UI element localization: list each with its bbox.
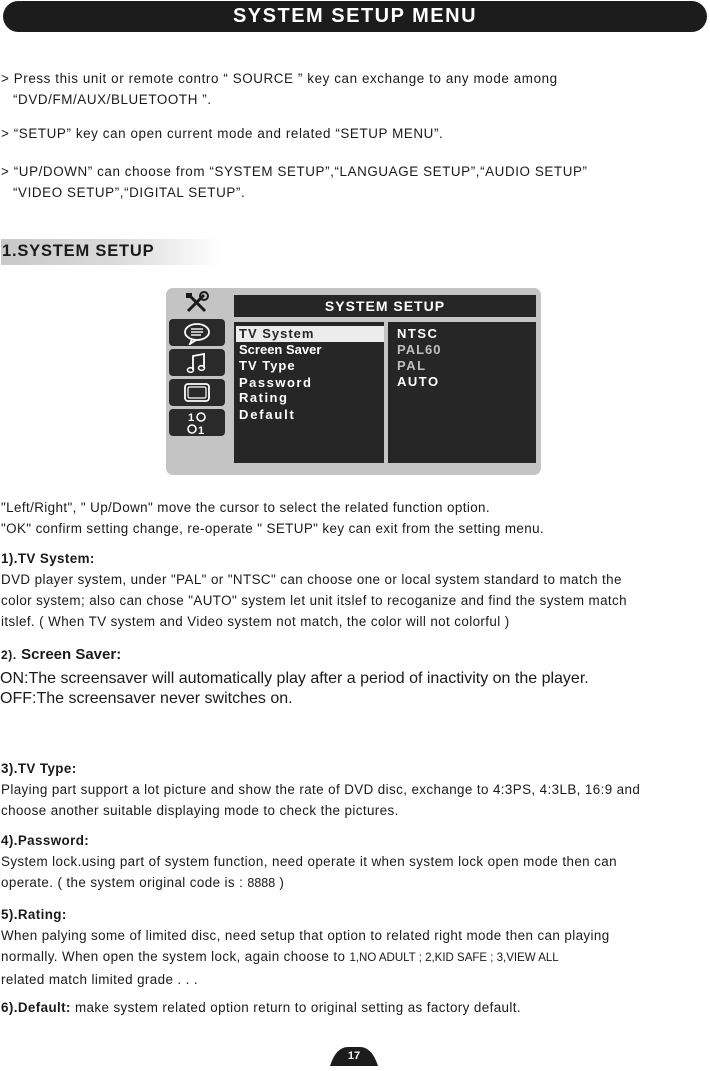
default-heading: 6).Default:: [1, 1000, 71, 1015]
digital-10-icon: [169, 409, 225, 436]
svg-text:1: 1: [188, 411, 195, 424]
osd-value-ntsc[interactable]: NTSC: [397, 326, 439, 341]
tv-type-heading: 3).TV Type:: [1, 761, 77, 776]
osd-menu-item-default[interactable]: Default: [239, 407, 296, 422]
password-section: [1, 830, 617, 894]
screen-saver-heading-row: [1, 644, 121, 666]
navigation-instructions: [1, 497, 544, 539]
rating-options: 1,NO ADULT ; 2,KID SAFE ; 3,VIEW ALL: [349, 952, 559, 964]
osd-screen: [166, 288, 541, 475]
osd-menu-item-tv-type[interactable]: TV Type: [239, 358, 296, 373]
osd-menu-item-screen-saver[interactable]: Screen Saver: [239, 342, 322, 357]
osd-value-pal60[interactable]: PAL60: [397, 342, 442, 357]
screen-saver-off-text: OFF:The screensaver never switches on.: [0, 690, 293, 707]
password-text: ): [275, 875, 285, 890]
screen-saver-number: 2).: [1, 648, 17, 662]
tv-screen-icon: [169, 379, 225, 406]
body-line: itslef. ( When TV system and Video system not match, the color will not colorful ): [1, 614, 510, 629]
body-line: When palying some of limited disc, need setup that option to related right mode then can playing: [1, 928, 610, 943]
nav-line: "Left/Right", " Up/Down" move the cursor to select the related function option.: [1, 500, 491, 515]
intro-line: “VIDEO SETUP”,“DIGITAL SETUP”.: [13, 185, 246, 200]
screen-saver-heading: Screen Saver:: [21, 646, 122, 663]
osd-menu-item-rating[interactable]: Rating: [239, 390, 289, 405]
intro-line: > Press this unit or remote contro “ SOURCE ” key can exchange to any mode among: [1, 71, 558, 86]
body-line: Playing part support a lot picture and show the rate of DVD disc, exchange to 4:3PS, 4:3LB, 16:9 and: [1, 782, 641, 797]
body-line: [1, 872, 617, 894]
osd-value-panel: [388, 322, 536, 463]
tv-system-section: [1, 548, 627, 632]
section-title: 1.SYSTEM SETUP: [2, 242, 155, 260]
page-number-tab: [330, 1046, 378, 1066]
rating-heading: 5).Rating:: [1, 907, 67, 922]
intro-paragraph-1: [1, 68, 558, 110]
section-heading-bar: [1, 239, 221, 265]
tv-system-heading: 1).TV System:: [1, 551, 95, 566]
intro-line: “DVD/FM/AUX/BLUETOOTH ”.: [13, 92, 212, 107]
svg-text:1: 1: [198, 424, 205, 436]
tools-icon: [169, 289, 225, 316]
body-line: color system; also can chose "AUTO" system let unit itslef to recoganize and find the system match: [1, 593, 627, 608]
password-code: 8888: [247, 876, 276, 890]
body-line: System lock.using part of system function, need operate it when system lock open mode then can: [1, 854, 617, 869]
osd-menu-item-tv-system[interactable]: TV System: [236, 326, 384, 342]
rating-section: [1, 904, 610, 990]
body-line: DVD player system, under "PAL" or "NTSC" can choose one or local system standard to match the: [1, 572, 622, 587]
osd-menu-item-password[interactable]: Password: [239, 375, 313, 390]
page-number: 17: [347, 1050, 361, 1062]
speech-bubble-icon: [169, 319, 225, 346]
default-section: [1, 997, 521, 1018]
body-line: [1, 946, 610, 969]
osd-title: SYSTEM SETUP: [234, 295, 536, 317]
title-banner: [3, 1, 707, 32]
default-text: make system related option return to original setting as factory default.: [70, 1000, 522, 1015]
password-text: operate. ( the system original code is :: [1, 875, 248, 890]
tv-type-section: [1, 758, 640, 821]
body-line: choose another suitable displaying mode to check the pictures.: [1, 803, 399, 818]
intro-line: > “UP/DOWN” can choose from “SYSTEM SETUP”,“LANGUAGE SETUP”,“AUDIO SETUP”: [1, 164, 588, 179]
osd-menu-panel: [234, 322, 384, 463]
password-heading: 4).Password:: [1, 833, 90, 848]
osd-value-pal[interactable]: PAL: [397, 358, 427, 373]
music-note-icon: [169, 349, 225, 376]
body-line: related match limited grade . . .: [1, 972, 199, 987]
rating-text: normally. When open the system lock, again choose to: [1, 949, 350, 964]
intro-line: > “SETUP” key can open current mode and related “SETUP MENU”.: [1, 126, 444, 141]
nav-line: "OK" confirm setting change, re-operate " SETUP" key can exit from the setting menu.: [1, 521, 545, 536]
page-title: SYSTEM SETUP MENU: [232, 5, 478, 27]
intro-paragraph-2: [1, 123, 443, 144]
osd-value-auto[interactable]: AUTO: [397, 374, 440, 389]
screen-saver-on-text: ON:The screensaver will automatically play after a period of inactivity on the player.: [0, 670, 589, 687]
intro-paragraph-3: [1, 161, 588, 203]
